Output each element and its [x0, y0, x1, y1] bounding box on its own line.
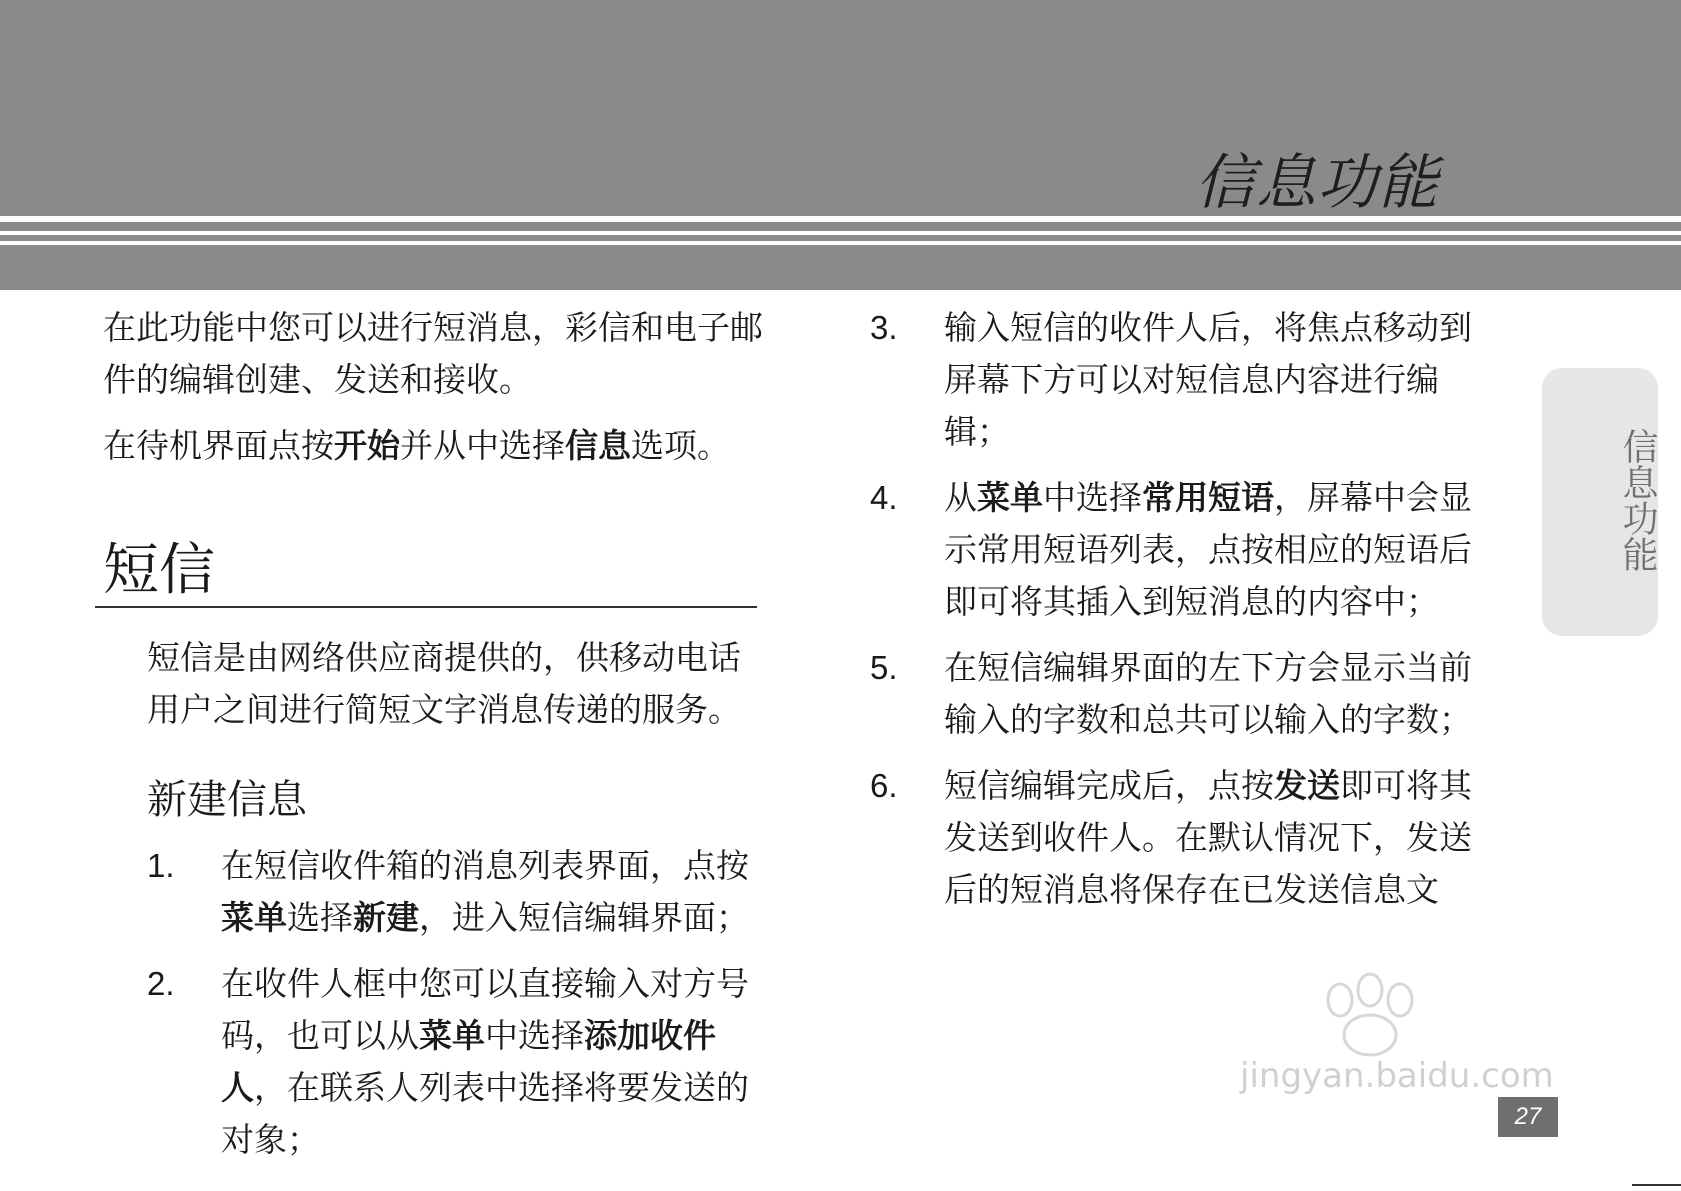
steps-list-right: [870, 302, 1485, 930]
steps-list-left: [147, 840, 757, 1180]
keyword-messages: 信息: [565, 426, 631, 465]
keyword-menu: 菜单: [221, 898, 287, 937]
section-divider: [95, 606, 757, 608]
step-text: ，在联系人列表中选择将要发送的对象；: [221, 1068, 749, 1159]
side-chapter-tab: [1542, 368, 1658, 636]
step-text: 即可将其发送到收件人。在默认情况下，发送后的短消息将保存在已发送信息文: [944, 766, 1472, 909]
step-text: 中选择: [1043, 478, 1142, 517]
step-text: 选择: [287, 898, 353, 937]
intro-text: 选项。: [631, 426, 730, 465]
keyword-menu: 菜单: [419, 1016, 485, 1055]
step-number: 1.: [147, 847, 175, 884]
watermark: [1190, 960, 1590, 1096]
step-text: 在短信收件箱的消息列表界面，点按: [221, 846, 749, 885]
step-number: 5.: [870, 649, 898, 686]
keyword-send: 发送: [1274, 766, 1340, 805]
intro-instruction: [103, 420, 763, 472]
step-text: ，屏幕中会显示常用短语列表，点按相应的短语后即可将其插入到短消息的内容中；: [944, 478, 1472, 621]
step-text: 在收件人框中您可以直接输入对方号码，也可以从: [221, 964, 749, 1055]
step-item: [147, 840, 757, 944]
section-description: 短信是由网络供应商提供的，供移动电话用户之间进行简短文字消息传递的服务。: [147, 638, 741, 729]
step-text: 在短信编辑界面的左下方会显示当前输入的字数和总共可以输入的字数；: [944, 648, 1472, 739]
keyword-common-phrases: 常用短语: [1142, 478, 1274, 517]
intro-text: 并从中选择: [400, 426, 565, 465]
paw-logo-icon: [1190, 960, 1590, 1060]
step-text: ，进入短信编辑界面；: [419, 898, 749, 937]
intro-text: 在待机界面点按: [103, 426, 334, 465]
keyword-new: 新建: [353, 898, 419, 937]
step-item: [870, 760, 1485, 916]
header-stripe: [0, 231, 1681, 235]
side-tab-label: 信息功能: [1617, 428, 1658, 572]
keyword-add-recipient: 添加收件人: [221, 1016, 716, 1107]
step-number: 2.: [147, 965, 175, 1002]
step-item: [870, 642, 1485, 746]
header-stripe: [0, 241, 1681, 245]
header-bar: [0, 0, 1681, 290]
step-number: 4.: [870, 479, 898, 516]
intro-paragraph: 在此功能中您可以进行短消息，彩信和电子邮件的编辑创建、发送和接收。: [103, 308, 763, 399]
step-item: [870, 472, 1485, 628]
step-number: 3.: [870, 309, 898, 346]
section-heading: 短信: [103, 538, 215, 603]
keyword-start: 开始: [334, 426, 400, 465]
step-item: [147, 958, 757, 1166]
step-text: 短信编辑完成后，点按: [944, 766, 1274, 805]
step-number: 6.: [870, 767, 898, 804]
intro-column: [103, 302, 763, 486]
step-item: [870, 302, 1485, 458]
footer-rule: [1632, 1184, 1681, 1186]
keyword-menu: 菜单: [977, 478, 1043, 517]
chapter-title: 信息功能: [1195, 148, 1439, 218]
step-text: 输入短信的收件人后，将焦点移动到屏幕下方可以对短信息内容进行编辑；: [944, 308, 1472, 451]
page-number: 27: [1498, 1097, 1558, 1137]
step-text: 从: [944, 478, 977, 517]
step-text: 中选择: [485, 1016, 584, 1055]
subsection-heading: 新建信息: [147, 777, 307, 823]
watermark-text: jingyan.baidu.com: [1240, 1056, 1554, 1096]
